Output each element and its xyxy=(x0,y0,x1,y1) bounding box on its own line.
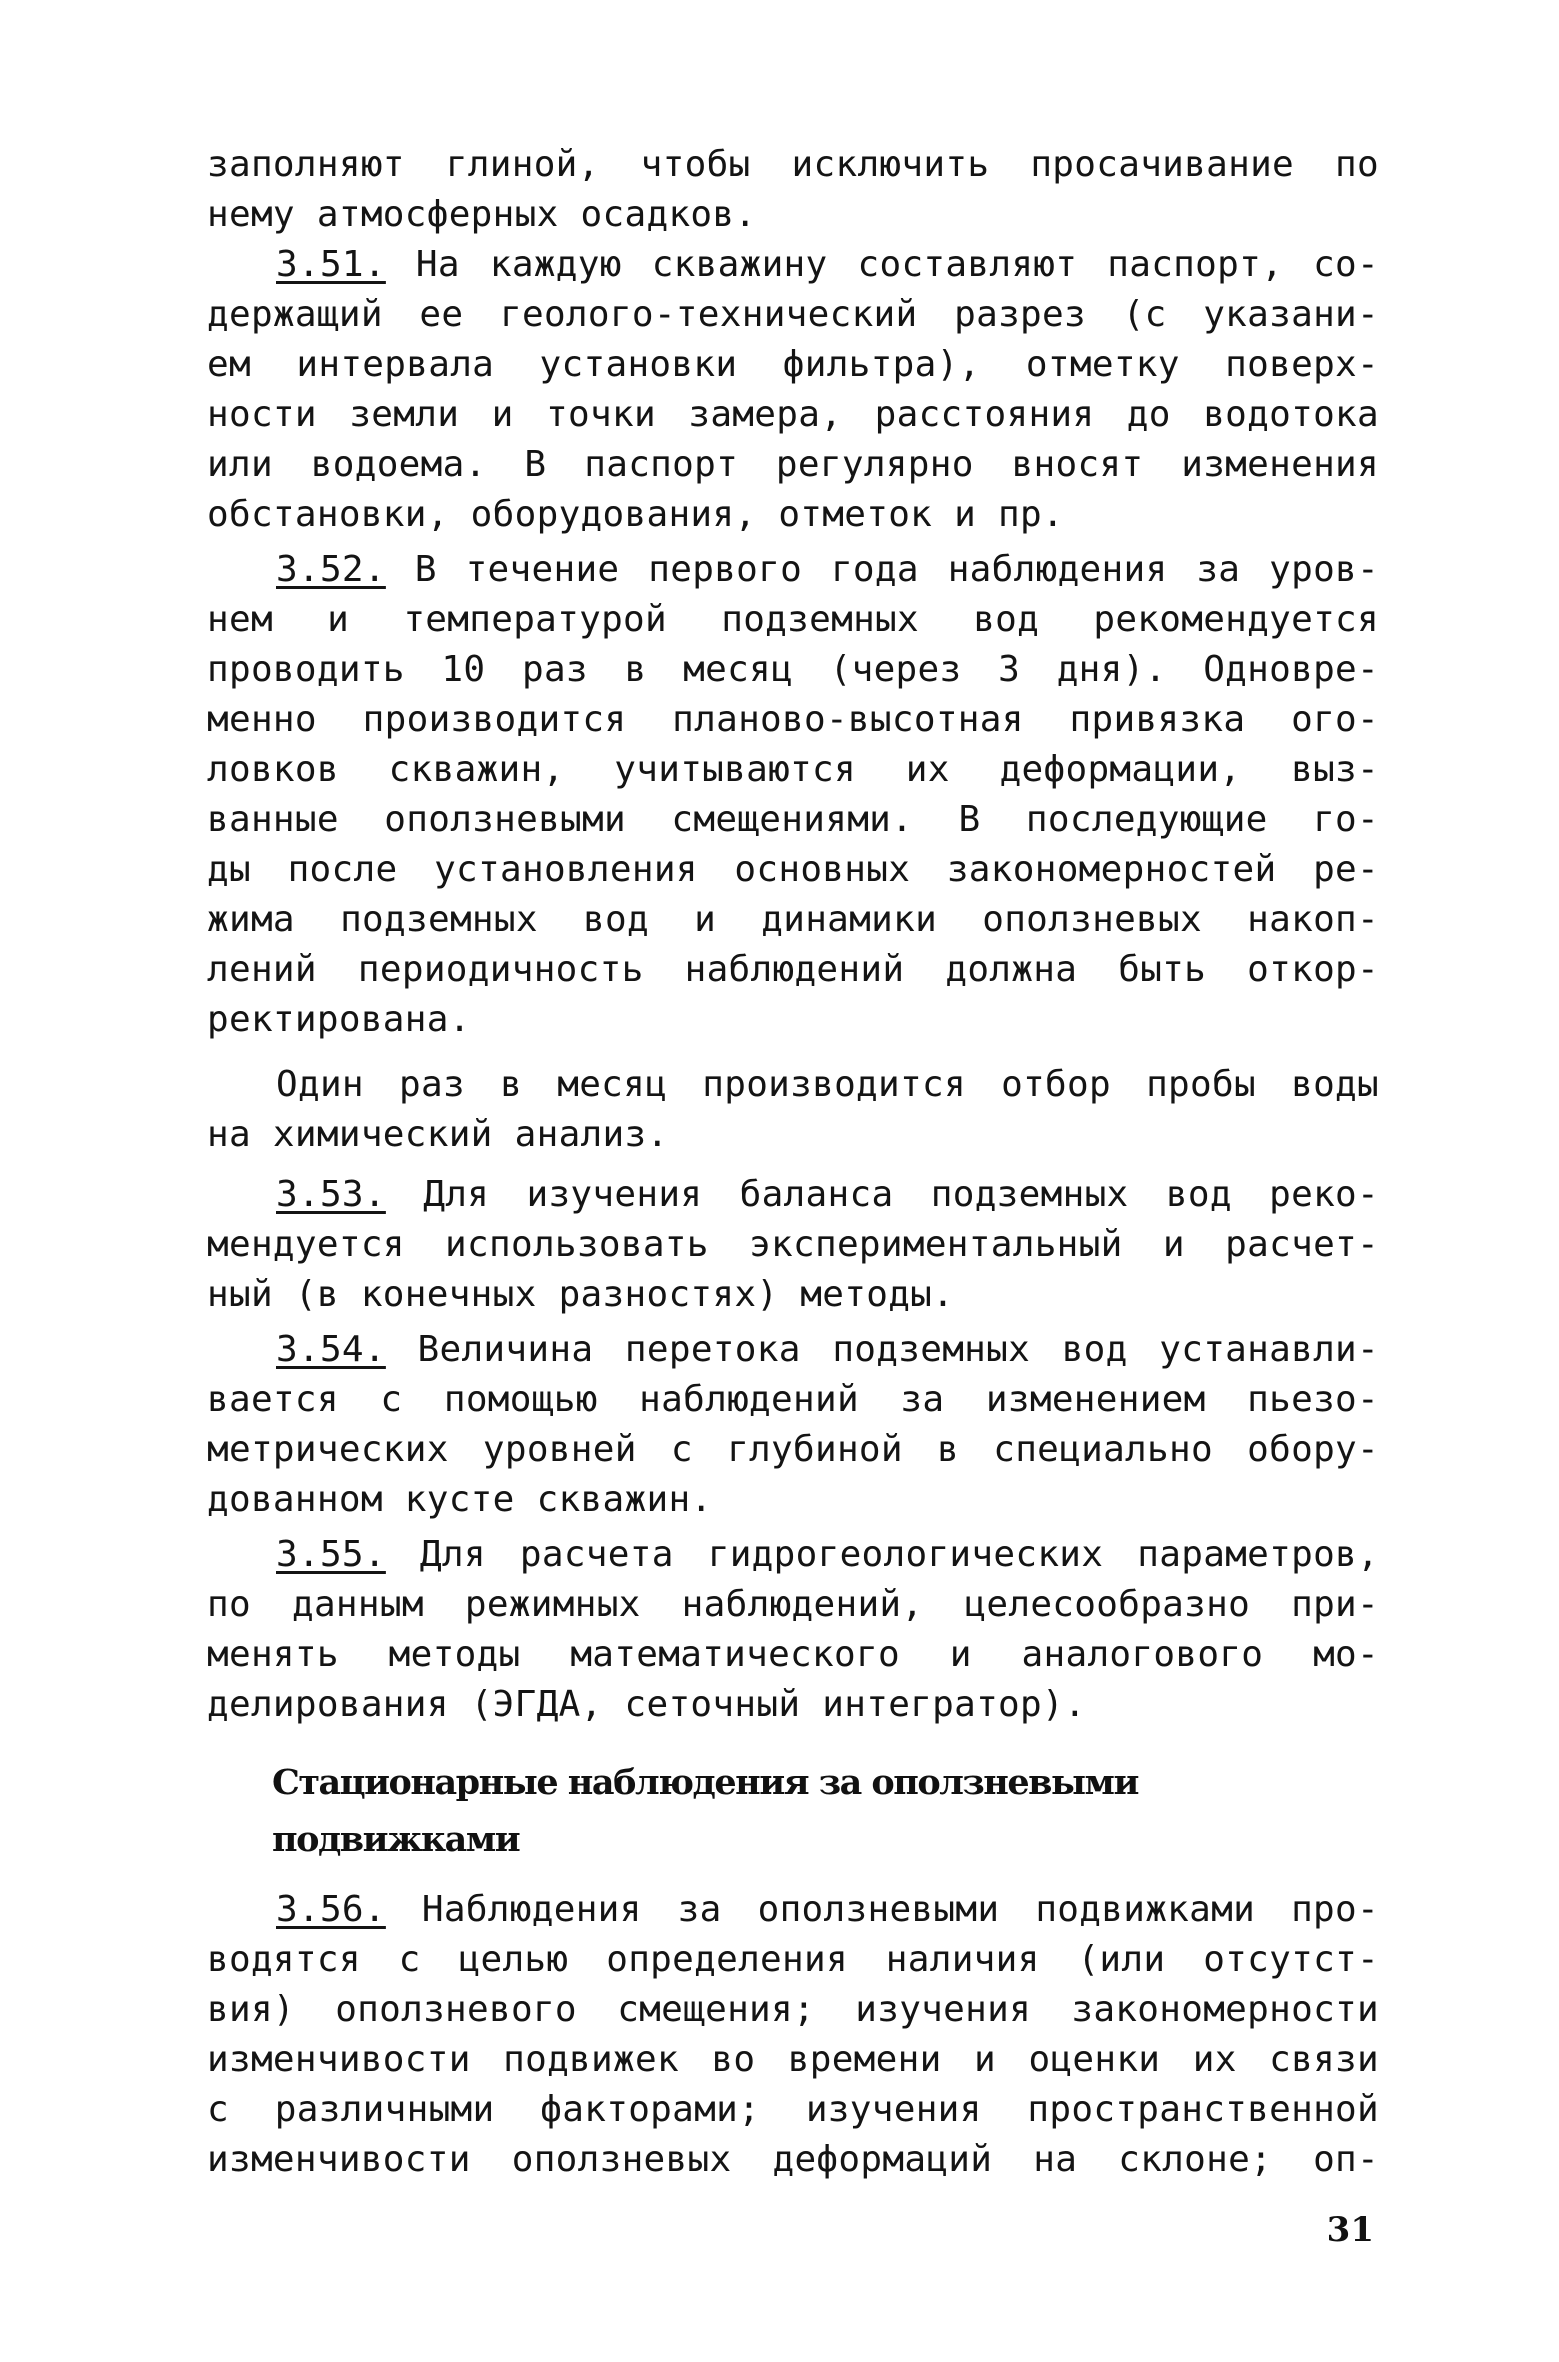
paragraph-3-54 xyxy=(276,1325,1379,1375)
text-line: жима подземных вод и динамики оползневых накоп- xyxy=(207,899,1379,940)
text-line: изменчивости оползневых деформаций на склоне; оп- xyxy=(207,2139,1379,2180)
paragraph-3-51 xyxy=(276,240,1379,290)
section-number: 3.56. xyxy=(276,1889,386,1930)
text-line: ванные оползневыми смещениями. В последующие го- xyxy=(207,799,1379,840)
text-line: ный (в конечных разностях) методы. xyxy=(207,1274,955,1315)
text-line: В течение первого года наблюдения за уров- xyxy=(414,549,1379,590)
text-line: менять методы математического и аналогового мо- xyxy=(207,1634,1379,1675)
paragraph-3-53 xyxy=(276,1170,1379,1220)
text-line: Величина перетока подземных вод устанавли- xyxy=(417,1329,1379,1370)
text-line: метрических уровней с глубиной в специально обору- xyxy=(207,1429,1379,1470)
section-number: 3.54. xyxy=(276,1329,386,1370)
text-line: Для изучения баланса подземных вод реко- xyxy=(423,1174,1379,1215)
text-line: проводить 10 раз в месяц (через 3 дня). Одновре- xyxy=(207,649,1379,690)
text-line: заполняют глиной, чтобы исключить просачивание по xyxy=(207,144,1379,185)
text-line: водятся с целью определения наличия (или отсутст- xyxy=(207,1939,1379,1980)
text-line: по данным режимных наблюдений, целесообразно при- xyxy=(207,1584,1379,1625)
text-line: нем и температурой подземных вод рекомендуется xyxy=(207,599,1379,640)
text-line: изменчивости подвижек во времени и оценки их связи xyxy=(207,2039,1379,2080)
text-line: лений периодичность наблюдений должна быть откор- xyxy=(207,949,1379,990)
text-line: на химический анализ. xyxy=(207,1114,669,1155)
text-line: обстановки, оборудования, отметок и пр. xyxy=(207,494,1064,535)
paragraph-3-56 xyxy=(276,1885,1379,1935)
text-line: Для расчета гидрогеологических параметров, xyxy=(419,1534,1379,1575)
text-line: держащий ее геолого-технический разрез (с указани- xyxy=(207,294,1379,335)
text-line: или водоема. В паспорт регулярно вносят изменения xyxy=(207,444,1379,485)
section-heading: Стационарные наблюдения за оползневыми xyxy=(272,1762,1138,1803)
text-line: ности земли и точки замера, расстояния до водотока xyxy=(207,394,1379,435)
text-line: Один раз в месяц производится отбор пробы воды xyxy=(276,1064,1379,1105)
text-line: с различными факторами; изучения пространственной xyxy=(207,2089,1379,2130)
text-line: ем интервала установки фильтра), отметку поверх- xyxy=(207,344,1379,385)
text-line: нему атмосферных осадков. xyxy=(207,194,757,235)
text-line: ловков скважин, учитываются их деформации, выз- xyxy=(207,749,1379,790)
text-line: На каждую скважину составляют паспорт, со- xyxy=(415,244,1379,285)
text-line: менно производится планово-высотная привязка ого- xyxy=(207,699,1379,740)
section-number: 3.55. xyxy=(276,1534,386,1575)
text-line: Наблюдения за оползневыми подвижками про- xyxy=(421,1889,1379,1930)
page-number: 31 xyxy=(1326,2210,1374,2250)
section-number: 3.51. xyxy=(276,244,386,285)
text-line: ректирована. xyxy=(207,999,471,1040)
section-number: 3.53. xyxy=(276,1174,386,1215)
text-line: вия) оползневого смещения; изучения закономерности xyxy=(207,1989,1379,2030)
section-heading: подвижками xyxy=(272,1819,520,1860)
text-line: дованном кусте скважин. xyxy=(207,1479,713,1520)
text-line: делирования (ЭГДА, сеточный интегратор). xyxy=(207,1684,1086,1725)
text-line: ды после установления основных закономерностей ре- xyxy=(207,849,1379,890)
text-line: мендуется использовать экспериментальный и расчет- xyxy=(207,1224,1379,1265)
section-number: 3.52. xyxy=(276,549,386,590)
text-line: вается с помощью наблюдений за изменением пьезо- xyxy=(207,1379,1379,1420)
paragraph-3-55 xyxy=(276,1530,1379,1580)
paragraph-3-52 xyxy=(276,545,1379,595)
